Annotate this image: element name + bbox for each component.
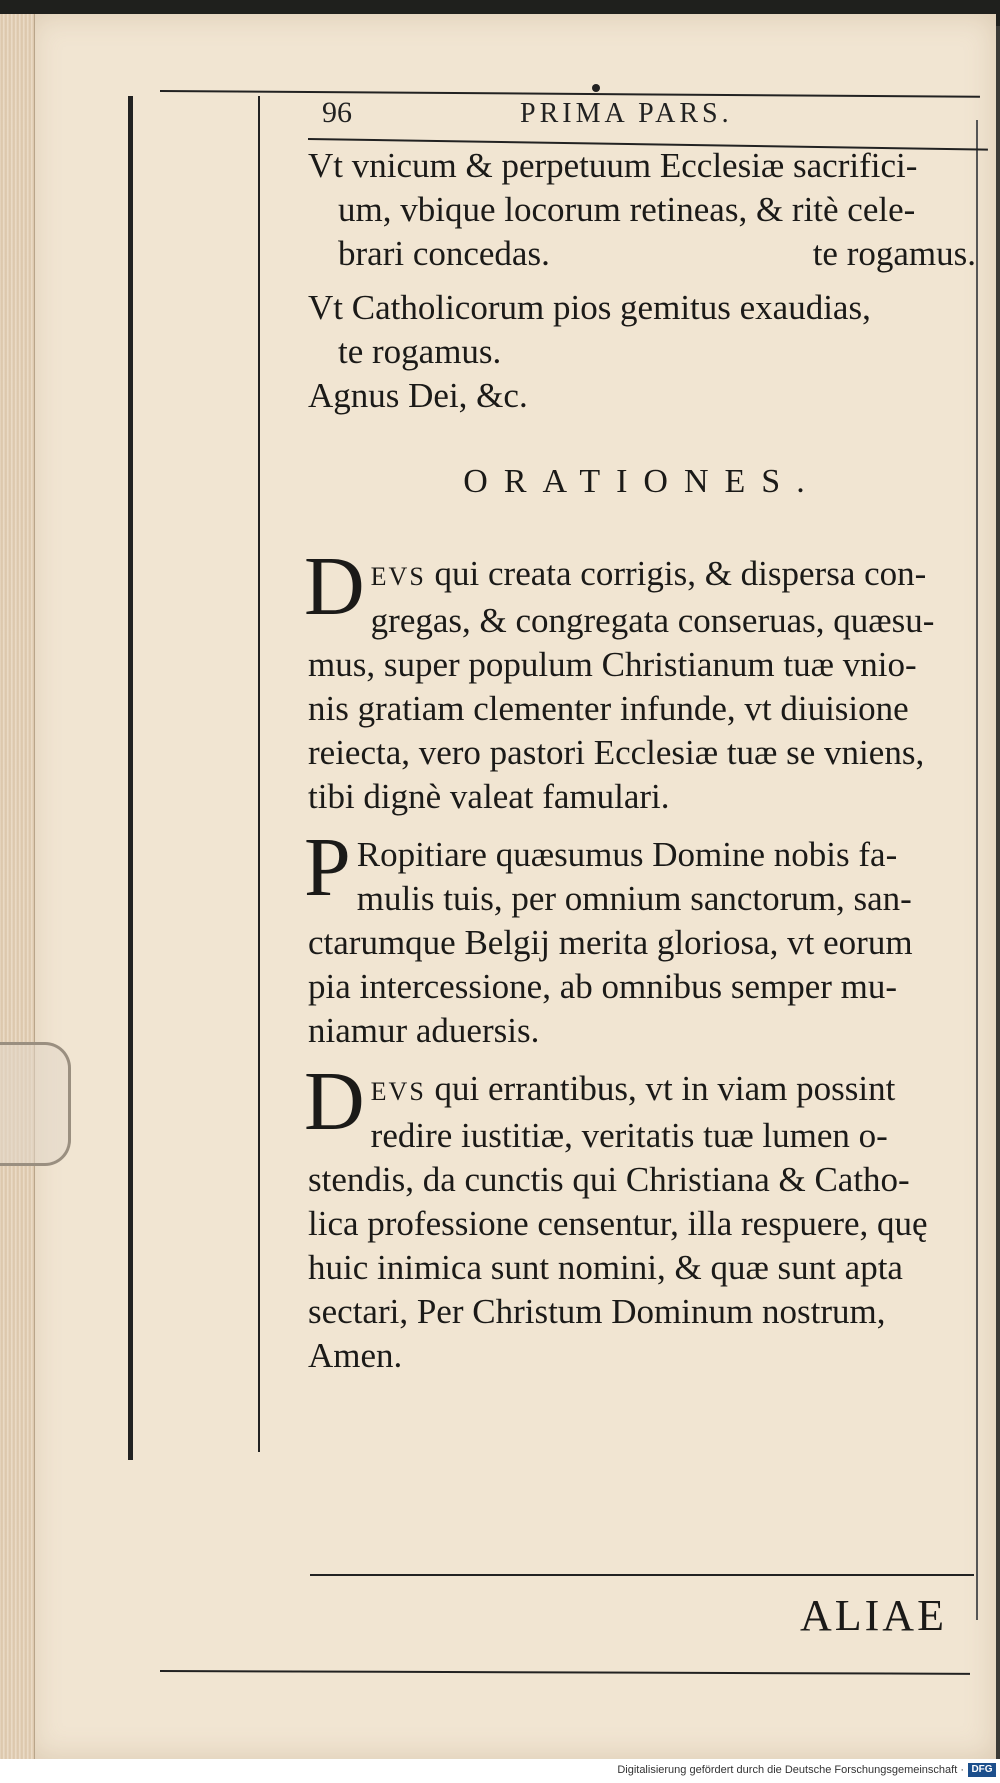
prayer-line: quæsumus Domine nobis fa- xyxy=(495,835,898,874)
prayer-paragraph xyxy=(304,540,976,819)
opening-word: EVS xyxy=(370,562,426,591)
text-frame-left-rule xyxy=(258,96,260,1452)
drop-capital: D xyxy=(304,1055,365,1148)
prayer-line: qui creata corrigis, & dispersa con- xyxy=(434,554,927,593)
prayer-line: tibi dignè valeat famulari. xyxy=(308,777,670,816)
page-edges xyxy=(0,14,35,1759)
page-clip xyxy=(0,1042,71,1166)
agnus-dei-line: Agnus Dei, &c. xyxy=(308,376,528,415)
opening-word: Ropitiare xyxy=(356,835,487,874)
prayer-line: ctarumque Belgij merita gloriosa, vt eorum xyxy=(308,923,913,962)
litany-verse xyxy=(308,144,976,276)
catchword: ALIAE xyxy=(800,1591,947,1640)
prayer-line: reiecta, vero pastori Ecclesiæ tuæ se vniens, xyxy=(308,733,925,772)
litany-line: Vt vnicum & perpetuum Ecclesiæ sacrifici- xyxy=(308,146,918,185)
litany-line: um, vbique locorum retineas, & ritè cele- xyxy=(338,190,916,229)
left-margin-rule xyxy=(128,96,133,1460)
litany-text: brari concedas. xyxy=(338,234,550,273)
text-bottom-rule xyxy=(310,1574,974,1576)
prayer-paragraph xyxy=(304,1055,976,1378)
litany-verse xyxy=(308,286,976,374)
prayer-line: mulis tuis, per omnium sanctorum, san- xyxy=(356,879,912,918)
prayer-paragraph xyxy=(304,821,976,1053)
litany-line: Vt Catholicorum pios gemitus exaudias, xyxy=(308,288,871,327)
prayer-line: Amen. xyxy=(308,1336,403,1375)
prayer-line: lica professione censentur, illa respuere, quę xyxy=(308,1204,928,1243)
prayer-line: huic inimica sunt nomini, & quæ sunt apta xyxy=(308,1248,903,1287)
section-heading: ORATIONES. xyxy=(463,463,821,500)
digitization-credit: Digitalisierung gefördert durch die Deutsche Forschungsgemeinschaft · xyxy=(617,1764,964,1776)
prayer-line: niamur aduersis. xyxy=(308,1011,540,1050)
litany-line xyxy=(308,232,976,276)
prayer-line: sectari, Per Christum Dominum nostrum, xyxy=(308,1292,886,1331)
opening-word: EVS xyxy=(370,1077,426,1106)
header-rule-ornament xyxy=(592,84,600,92)
page-number: 96 xyxy=(322,96,352,129)
prayer-line: redire iustitiæ, veritatis tuæ lumen o- xyxy=(370,1116,888,1155)
drop-capital: P xyxy=(304,821,351,914)
dfg-logo: DFG xyxy=(968,1763,996,1777)
prayer-line: nis gratiam clementer infunde, vt diuisione xyxy=(308,689,909,728)
litany-response: te rogamus. xyxy=(338,332,502,371)
prayer-line: gregas, & congregata conseruas, quæsu- xyxy=(370,601,935,640)
running-head: PRIMA PARS. xyxy=(520,98,733,129)
text-frame-right-rule xyxy=(976,120,978,1620)
litany-response: te rogamus. xyxy=(812,234,976,273)
prayer-line: mus, super populum Christianum tuæ vnio- xyxy=(308,645,917,684)
main-text xyxy=(304,144,976,1388)
prayer-line: stendis, da cunctis qui Christiana & Catho- xyxy=(308,1160,910,1199)
prayer-line: qui errantibus, vt in viam possint xyxy=(434,1069,896,1108)
drop-capital: D xyxy=(304,540,365,633)
prayer-line: pia intercessione, ab omnibus semper mu- xyxy=(308,967,898,1006)
